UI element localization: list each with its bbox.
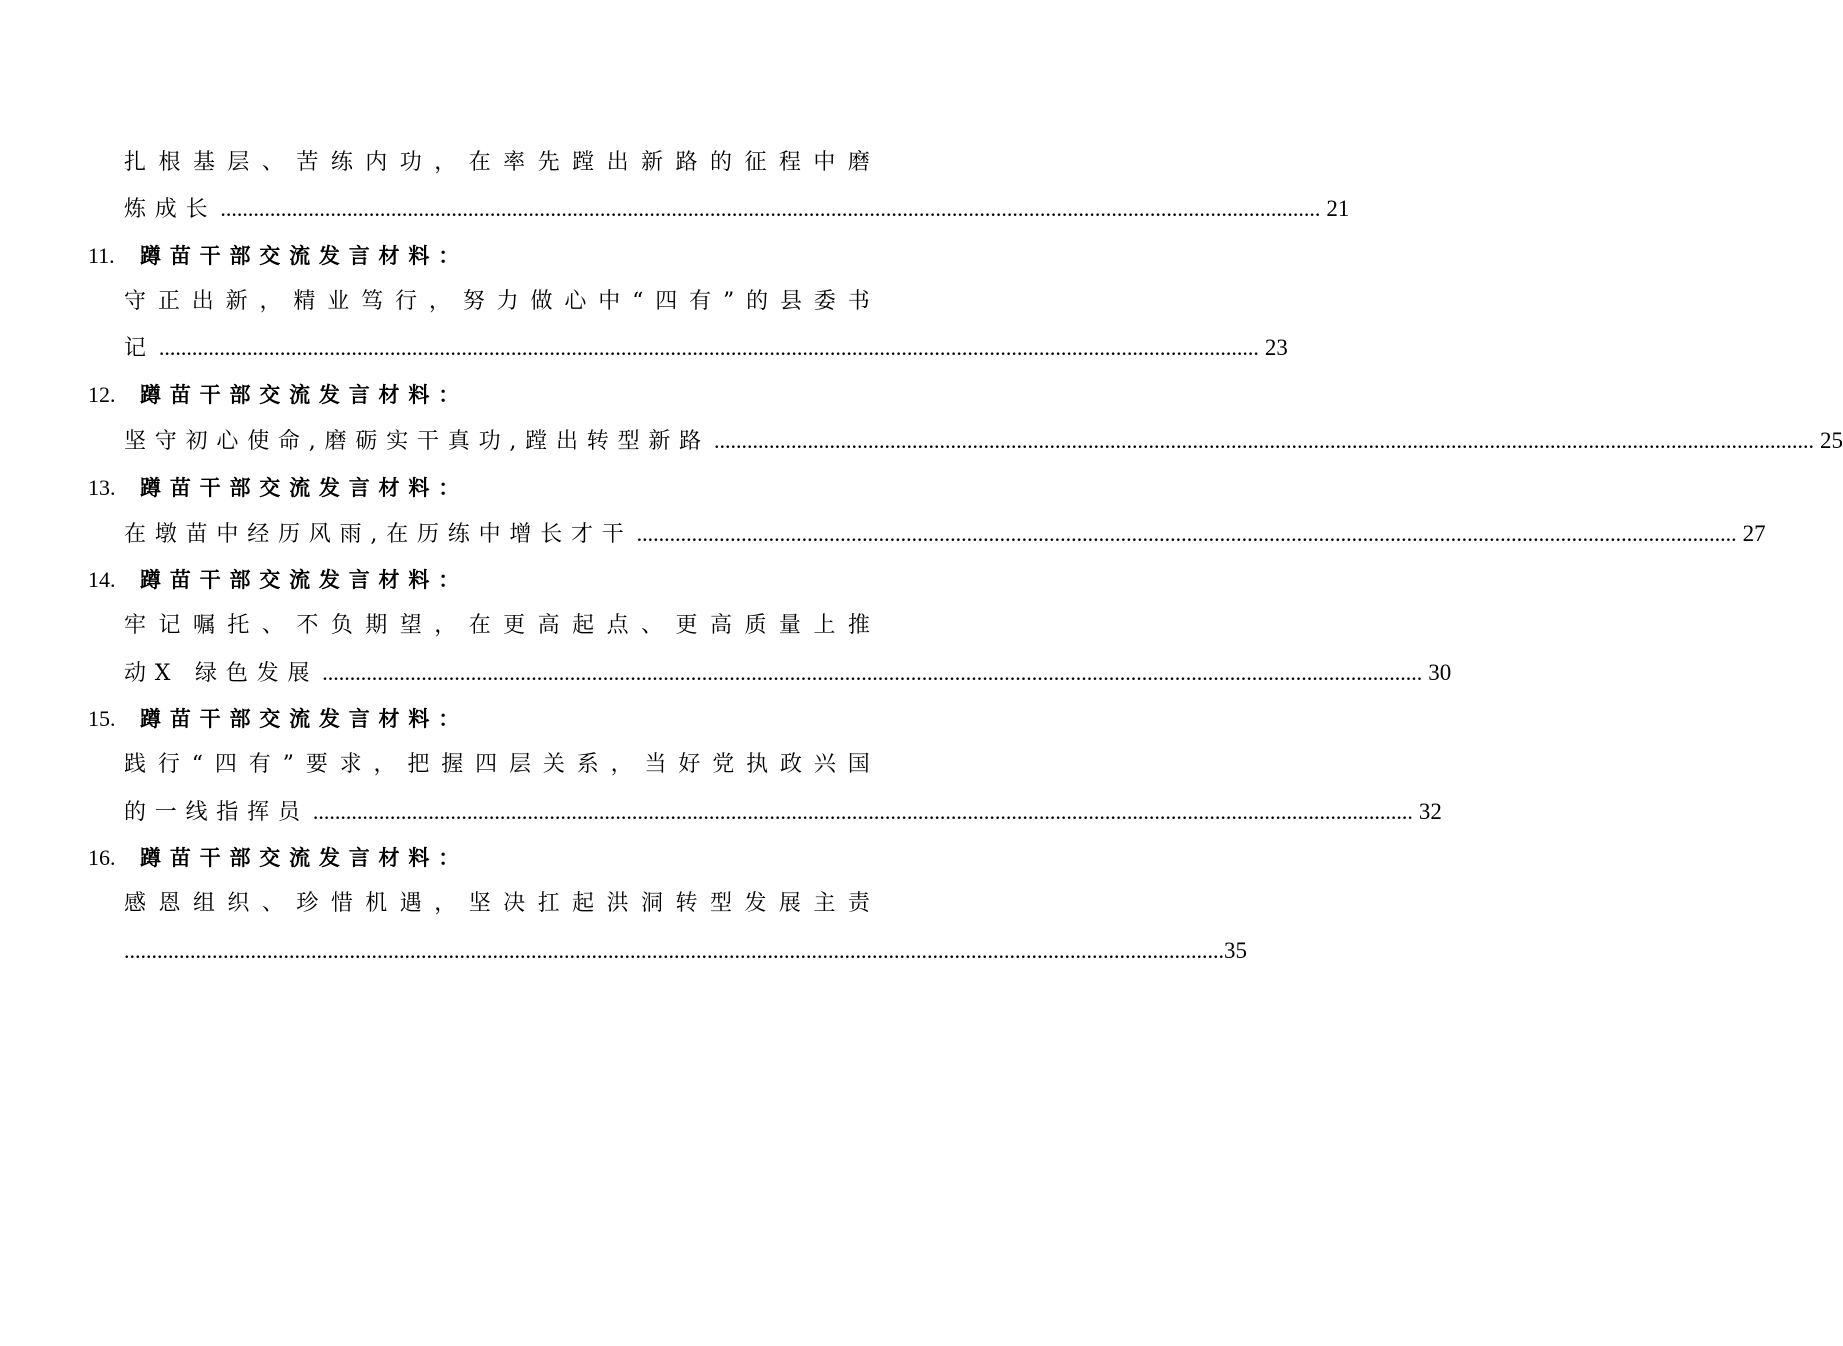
toc-heading[interactable]	[88, 696, 508, 742]
toc-entry-text-line: 扎 根 基 层 、 苦 练 内 功 ， 在 率 先 蹚 出 新 路 的 征 程 中 磨	[124, 150, 870, 175]
toc-entry-title-end: 记	[124, 336, 155, 361]
dot-leader: ........................................................................................................................................................................................................	[322, 660, 1423, 685]
page-number: 21	[1326, 196, 1350, 221]
toc-entry-text-line: 守 正 出 新 ， 精 业 笃 行 ， 努 力 做 心 中 “ 四 有 ” 的 县 委 书	[124, 289, 870, 314]
dot-leader: ........................................................................................................................................................................................................	[714, 428, 1814, 453]
page-number: 32	[1418, 799, 1442, 824]
toc-heading[interactable]	[88, 372, 508, 418]
toc-heading[interactable]	[88, 465, 508, 511]
toc-heading[interactable]	[88, 233, 508, 279]
toc-entry-last-line[interactable]	[124, 511, 1766, 557]
toc-entry-last-line[interactable]	[124, 418, 1843, 464]
toc-entry-title-end: 在墩苗中经历风雨,在历练中增长才干	[124, 522, 633, 547]
toc-heading[interactable]	[88, 557, 508, 603]
toc-entry-title-end: 坚守初心使命,磨砺实干真功,蹚出转型新路	[124, 429, 710, 454]
dot-leader: ........................................................................................................................................................................................................	[158, 335, 1259, 360]
toc-heading-number: 16.	[88, 845, 116, 870]
toc-entry-text-line: 践 行 “ 四 有 ” 要 求 ， 把 握 四 层 关 系 ， 当 好 党 执 政 兴 国	[124, 752, 870, 777]
toc-heading-text: 蹲苗干部交流发言材料：	[140, 568, 469, 592]
page-number: 25	[1820, 428, 1843, 453]
dot-leader: ........................................................................................................................................................................................................	[636, 521, 1737, 546]
toc-heading-number: 11.	[88, 243, 115, 268]
toc-heading-text: 蹲苗干部交流发言材料：	[140, 846, 469, 870]
toc-entry-title-end: 的一线指挥员	[124, 800, 309, 825]
page-number: 23	[1264, 335, 1288, 360]
dot-leader: ........................................................................................................................................................................................................	[220, 196, 1321, 221]
toc-heading-number: 13.	[88, 475, 116, 500]
toc-entry-text-line: 感 恩 组 织 、 珍 惜 机 遇 ， 坚 决 扛 起 洪 洞 转 型 发 展 主 责	[124, 891, 870, 916]
toc-entry-last-line[interactable]	[124, 928, 1247, 974]
page-number: 35	[1224, 938, 1247, 963]
toc-heading-number: 15.	[88, 706, 116, 731]
toc-entry-title-end: 炼成长	[124, 197, 217, 222]
toc-entry-title-end: 动X 绿色发展	[124, 661, 319, 686]
toc-heading-number: 14.	[88, 567, 116, 592]
toc-entry-last-line[interactable]	[124, 186, 1350, 232]
toc-entry-text-line: 牢 记 嘱 托 、 不 负 期 望 ， 在 更 高 起 点 、 更 高 质 量 上 推	[124, 613, 870, 638]
toc-heading-text: 蹲苗干部交流发言材料：	[140, 383, 469, 407]
dot-leader: ........................................................................................................................................................................................................	[124, 938, 1224, 963]
toc-heading[interactable]	[88, 835, 508, 881]
page-number: 27	[1742, 521, 1766, 546]
toc-heading-number: 12.	[88, 382, 116, 407]
toc-entry-last-line[interactable]	[124, 650, 1452, 696]
dot-leader: ........................................................................................................................................................................................................	[312, 799, 1413, 824]
toc-entry-last-line[interactable]	[124, 789, 1442, 835]
toc-entry-last-line[interactable]	[124, 325, 1288, 371]
toc-heading-text: 蹲苗干部交流发言材料：	[140, 476, 469, 500]
page-number: 30	[1428, 660, 1452, 685]
toc-heading-text: 蹲苗干部交流发言材料：	[140, 707, 469, 731]
toc-heading-text: 蹲苗干部交流发言材料：	[140, 244, 469, 268]
